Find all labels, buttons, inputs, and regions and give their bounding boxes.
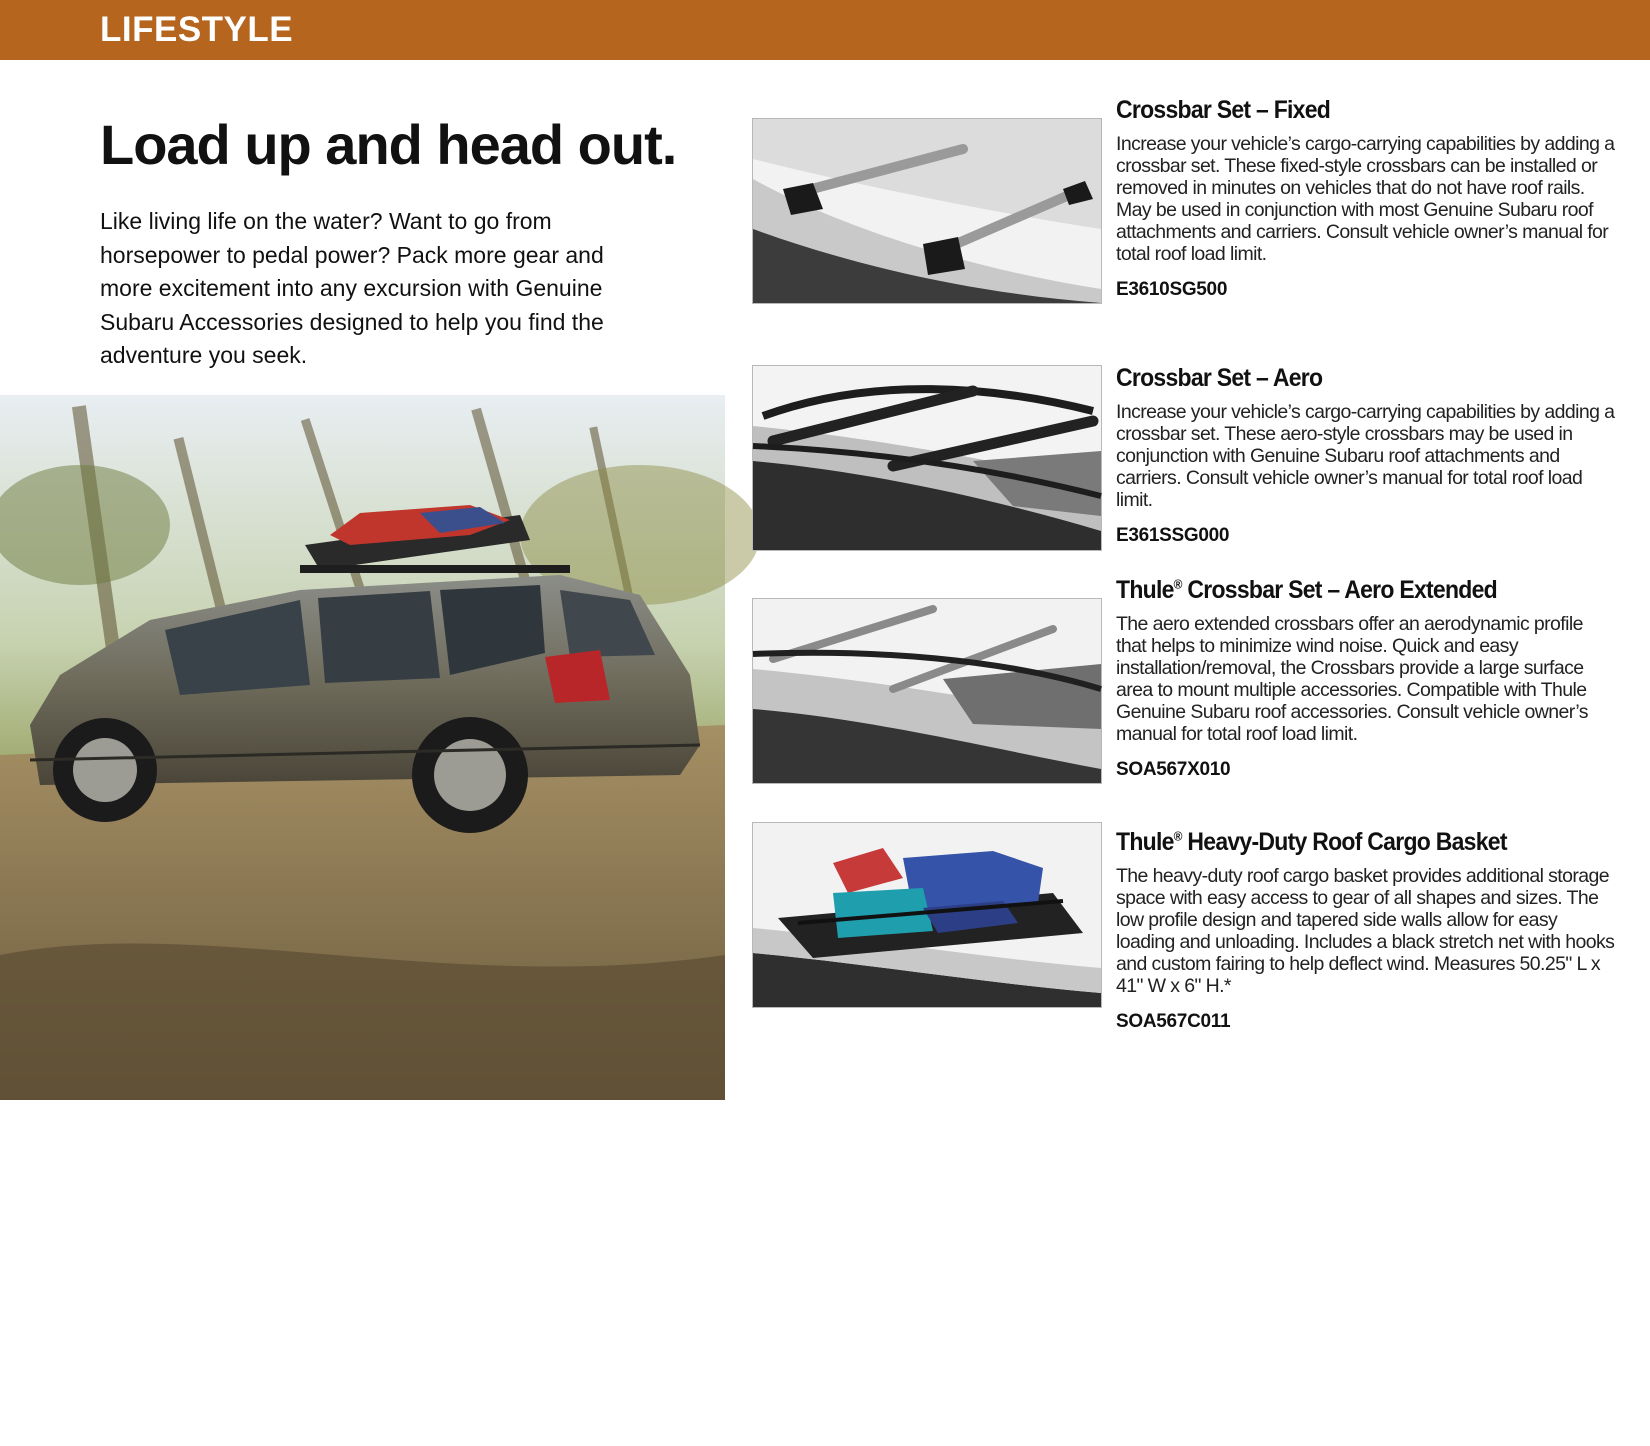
product-image-crossbar-aero (752, 365, 1102, 551)
product-image-crossbar-aero-extended (752, 598, 1102, 784)
section-header-bar (0, 0, 1650, 60)
part-number: E3610SG500 (1116, 279, 1228, 300)
aero-extended-crossbar-icon (753, 599, 1101, 783)
product-description: The heavy-duty roof cargo basket provides additional storage space with easy access to gear of all shapes and sizes. The low profile design and tapered side walls allow for easy loading and unloading. Includes a black stretch net with hooks and custom fairing to help deflect wind. Measures 50.25" L x 41" W x 6" H.* (1116, 865, 1615, 997)
product-title: Thule® Heavy-Duty Roof Cargo Basket (1116, 828, 1507, 856)
registered-mark: ® (1173, 828, 1182, 844)
page-headline: Load up and head out. (100, 113, 677, 176)
suv-with-roof-basket-icon (0, 395, 725, 1100)
product-image-crossbar-fixed (752, 118, 1102, 304)
fixed-crossbar-icon (753, 119, 1101, 303)
product-description: Increase your vehicle’s cargo-carrying capabilities by adding a crossbar set. These fixed-style crossbars can be installed or removed in minutes on vehicles that do not have roof rails. May be used in conjunction with most Genuine Subaru roof attachments and carriers. Consult vehicle owner’s manual for total roof load limit. (1116, 133, 1615, 265)
intro-paragraph: Like living life on the water? Want to go from horsepower to pedal power? Pack more gear and more excitement into any excursion with Genuine Subaru Accessories designed to help you find the adventure you seek. (100, 208, 604, 368)
product-title: Thule® Crossbar Set – Aero Extended (1116, 576, 1497, 604)
section-label: LIFESTYLE (100, 10, 294, 49)
product-image-cargo-basket (752, 822, 1102, 1008)
part-number: E361SSG000 (1116, 525, 1230, 546)
product-crossbar-aero (1116, 364, 1616, 547)
page-number: 9 (46, 1425, 57, 1445)
product-description: Increase your vehicle’s cargo-carrying capabilities by adding a crossbar set. These aero-style crossbars may be used in conjunction with Genuine Subaru roof attachments and carriers. Consult vehicle owner’s manual for total roof load limit. (1116, 401, 1615, 511)
aero-crossbar-icon (753, 366, 1101, 550)
product-title: Crossbar Set – Aero (1116, 364, 1323, 392)
product-crossbar-aero-extended (1116, 576, 1616, 781)
product-description: The aero extended crossbars offer an aerodynamic profile that helps to minimize wind noise. Quick and easy installation/removal, the Crossbars provide a large surface area to mount multiple accessories. Compatible with Thule Genuine Subaru roof accessories. Consult vehicle owner’s manual for total roof load limit. (1116, 613, 1588, 745)
roof-cargo-basket-icon (753, 823, 1101, 1007)
part-number: SOA567C011 (1116, 1011, 1231, 1032)
product-cargo-basket (1116, 828, 1616, 1033)
part-number: SOA567X010 (1116, 759, 1231, 780)
product-title: Crossbar Set – Fixed (1116, 96, 1331, 124)
hero-photo (0, 395, 725, 1445)
registered-mark: ® (1173, 576, 1182, 592)
product-crossbar-fixed (1116, 96, 1616, 301)
